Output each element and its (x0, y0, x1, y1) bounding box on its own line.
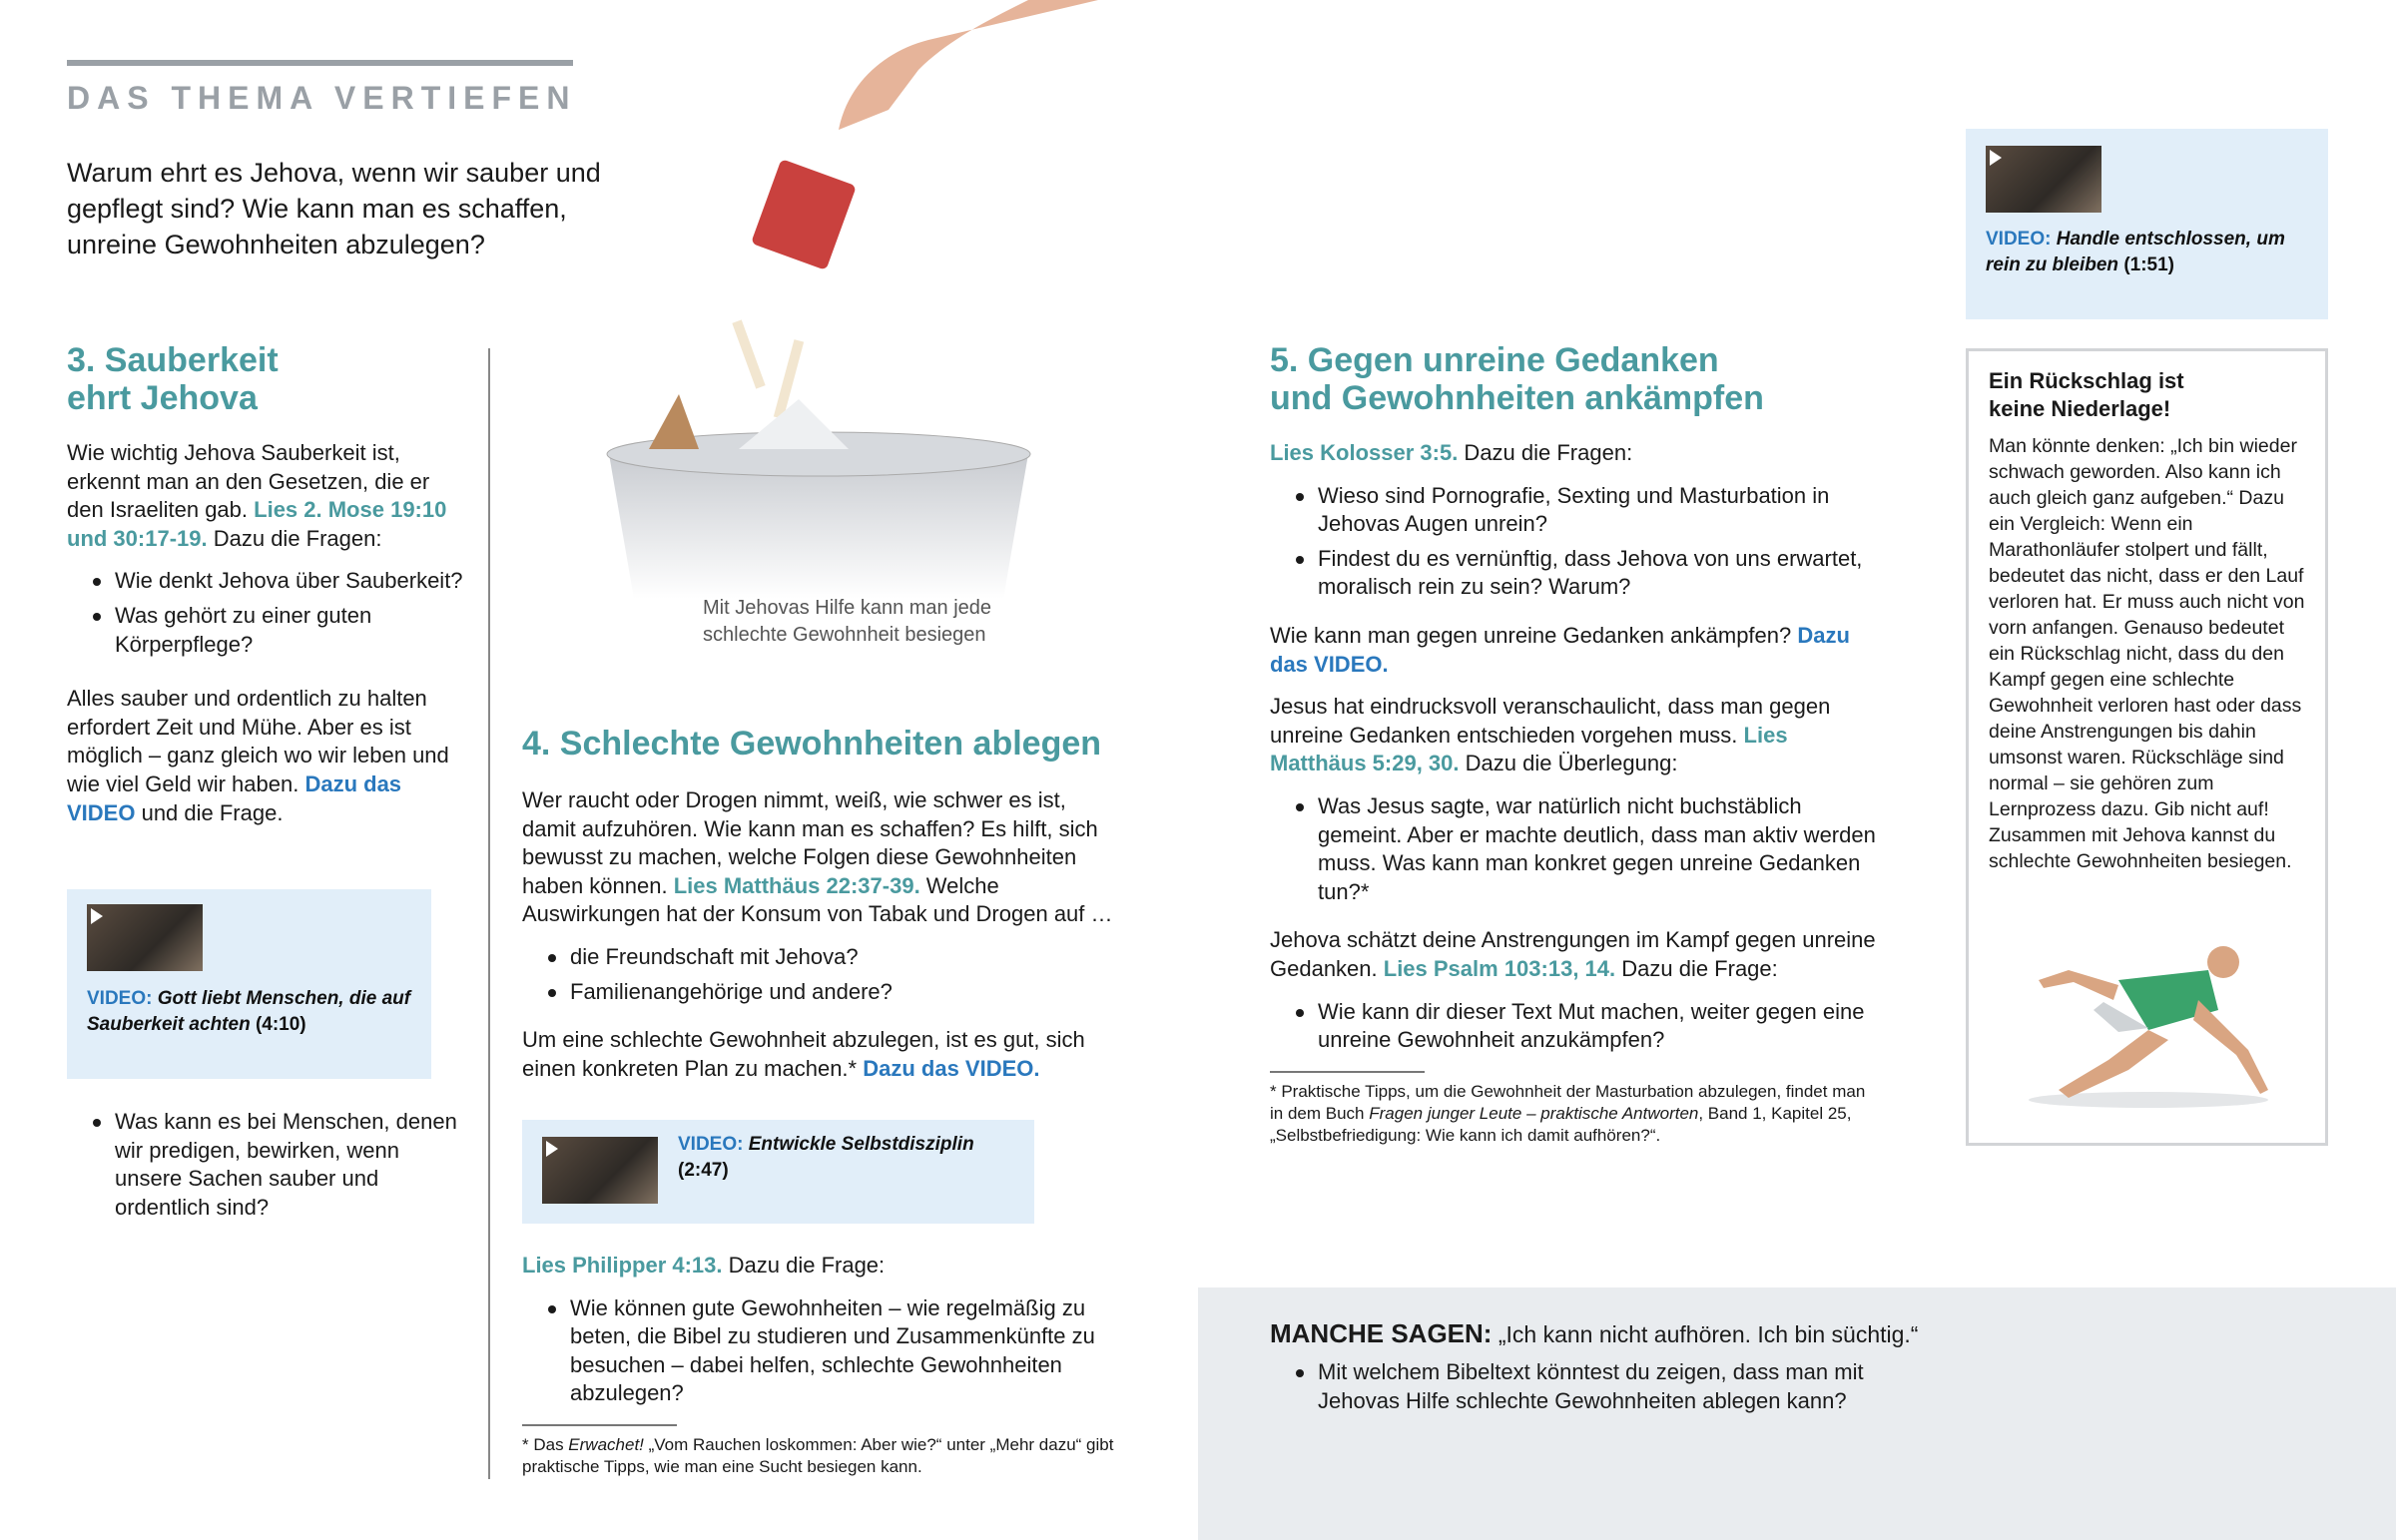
column-divider (488, 348, 490, 1479)
scripture-link[interactable]: Lies Matthäus 5:29, 30. (1270, 722, 1788, 776)
footnote: * Praktische Tipps, um die Gewohnheit der Masturbation abzulegen, findet man in dem Buch Fragen junger Leute – praktische Antworten, Band 1, Kapitel 25, „Selbstbefriedigung: Wie kann ich damit aufhören?“. (1270, 1081, 1866, 1145)
footnote-rule (1270, 1071, 1425, 1073)
video-link[interactable]: Dazu das VIDEO. (1270, 622, 1850, 677)
play-icon (546, 1141, 558, 1157)
paragraph: Jehova schätzt deine Anstrengungen im Kampf gegen unreine Gedanken. Lies Psalm 103:13, 14. Dazu die Frage: (1270, 927, 1876, 981)
question-list (522, 943, 1121, 1006)
video-link[interactable]: Dazu das VIDEO (67, 770, 402, 825)
list-item: die Freundschaft mit Jehova? (522, 943, 1121, 972)
section-3 (67, 341, 466, 841)
cigarette-pack-icon (751, 159, 857, 270)
scripture-link[interactable]: Lies 2. Mose 19:10 und 30:17-19. (67, 497, 447, 551)
intro-question: Warum ehrt es Jehova, wenn wir sauber und gepflegt sind? Wie kann man es schaffen, unreine Gewohnheiten abzulegen? (67, 158, 601, 259)
manche-sagen-line: MANCHE SAGEN: „Ich kann nicht aufhören. Ich bin süchtig.“ (1270, 1318, 1919, 1348)
question-list (1270, 1358, 1949, 1415)
list-item: Wie denkt Jehova über Sauberkeit? (67, 567, 466, 596)
play-icon (91, 908, 103, 924)
play-icon (1990, 150, 2002, 166)
video-link[interactable]: Dazu das VIDEO. (863, 1055, 1040, 1081)
paragraph: Wer raucht oder Drogen nimmt, weiß, wie schwer es ist, damit aufzuhören. Wie kann man es schaffen? Es hilft, sich bewusst zu machen, welche Folgen diese Gewohnheiten haben können. Lies Matthäus 22:37-39. Welche Auswirkungen hat der Konsum von Tabak und Drogen auf … (522, 787, 1113, 927)
video-caption: VIDEO: Handle entschlossen, um rein zu bleiben (1:51) (1986, 229, 2285, 275)
paragraph: Wie kann man gegen unreine Gedanken ankämpfen? Dazu das VIDEO. (1270, 622, 1850, 677)
paragraph: Wie wichtig Jehova Sauberkeit ist, erkennt man an den Gesetzen, die er den Israeliten gab. Lies 2. Mose 19:10 und 30:17-19. Dazu die Fragen: (67, 440, 447, 551)
question-list (67, 567, 466, 659)
video-thumbnail[interactable] (87, 904, 203, 971)
scripture-link[interactable]: Lies Kolosser 3:5. (1270, 440, 1459, 465)
list-item: Wieso sind Pornografie, Sexting und Masturbation in Jehovas Augen unrein? (1270, 482, 1879, 539)
video-card-sauberkeit[interactable] (67, 889, 431, 1079)
video-card-rein-bleiben[interactable] (1966, 129, 2328, 319)
header-rule (67, 60, 573, 66)
section-5-title: 5. Gegen unreine Gedanken und Gewohnheiten ankämpfen (1270, 341, 1764, 417)
image-caption: Mit Jehovas Hilfe kann man jede schlechte Gewohnheit besiegen (703, 597, 992, 646)
list-item: Findest du es vernünftig, dass Jehova von uns erwartet, moralisch rein zu sein? Warum? (1270, 545, 1879, 602)
question-list (1270, 482, 1879, 602)
paragraph: Um eine schlechte Gewohnheit abzulegen, ist es gut, sich einen konkreten Plan zu machen.* Dazu das VIDEO. (522, 1027, 1085, 1081)
footnote-rule (522, 1424, 677, 1426)
sidebar-title: Ein Rückschlag ist keine Niederlage! (1989, 368, 2184, 421)
video-caption: VIDEO: Entwickle Selbstdisziplin (2:47) (678, 1134, 974, 1181)
scripture-link[interactable]: Lies Matthäus 22:37-39. (673, 872, 920, 898)
section-5 (1270, 341, 1879, 1147)
list-item: Was kann es bei Menschen, denen wir predigen, bewirken, wenn unsere Sachen sauber und ordentlich sind? (67, 1108, 466, 1222)
paragraph: Jesus hat eindrucksvoll veranschaulicht, dass man gegen unreine Gedanken entschieden vorgehen muss. Lies Matthäus 5:29, 30. Dazu die Überlegung: (1270, 694, 1831, 776)
hand-icon (839, 0, 1098, 130)
section-3-title: 3. Sauberkeit ehrt Jehova (67, 341, 279, 417)
video-caption: VIDEO: Gott liebt Menschen, die auf Sauberkeit achten (4:10) (87, 988, 411, 1035)
trash-illustration (589, 0, 1108, 599)
list-item: Was Jesus sagte, war natürlich nicht buchstäblich gemeint. Aber er machte deutlich, dass man aktiv werden muss. Was kann man konkret gegen unreine Gedanken tun?* (1270, 792, 1879, 906)
video-thumbnail[interactable] (1986, 146, 2101, 213)
scripture-link[interactable]: Lies Philipper 4:13. (522, 1253, 723, 1278)
manche-sagen-panel (1198, 1287, 2396, 1540)
list-item: Wie können gute Gewohnheiten – wie regelmäßig zu beten, die Bibel zu studieren und Zusammenkünfte zu besuchen – dabei helfen, schlechte Gewohnheiten abzulegen? (522, 1294, 1121, 1408)
paragraph: Lies Kolosser 3:5. Dazu die Fragen: (1270, 440, 1633, 465)
list-item: Was gehört zu einer guten Körperpflege? (67, 602, 466, 659)
runner-illustration (1999, 940, 2288, 1115)
list-item: Wie kann dir dieser Text Mut machen, weiter gegen eine unreine Gewohnheit anzukämpfen? (1270, 998, 1879, 1055)
paragraph: Lies Philipper 4:13. Dazu die Frage: (522, 1253, 886, 1278)
question-list (67, 1108, 466, 1228)
video-thumbnail[interactable] (542, 1137, 658, 1204)
list-item: Mit welchem Bibeltext könntest du zeigen, dass man mit Jehovas Hilfe schlechte Gewohnheiten ablegen kann? (1270, 1358, 1949, 1415)
section-4-title: 4. Schlechte Gewohnheiten ablegen (522, 725, 1102, 763)
section-kicker: DAS THEMA VERTIEFEN (67, 80, 577, 116)
scripture-link[interactable]: Lies Psalm 103:13, 14. (1383, 955, 1616, 981)
video-card-selbstdisziplin[interactable] (522, 1120, 1034, 1224)
paragraph: Alles sauber und ordentlich zu halten erfordert Zeit und Mühe. Aber es ist möglich – ganz gleich wo wir leben und wie viel Geld wir haben. Dazu das VIDEO und die Frage. (67, 686, 449, 825)
question-list (1270, 792, 1879, 906)
footnote: * Das Erwachet! „Vom Rauchen loskommen: Aber wie?“ unter „Mehr dazu“ gibt praktische Tipps, wie man eine Sucht besiegen kann. (522, 1434, 1114, 1476)
list-item: Familienangehörige und andere? (522, 978, 1121, 1007)
question-list (1270, 998, 1879, 1055)
question-list (522, 1294, 1121, 1408)
sidebar-box (1966, 348, 2328, 1146)
section-4 (522, 725, 1121, 1097)
sidebar-body: Man könnte denken: „Ich bin wieder schwach geworden. Also kann ich auch gleich ganz aufgeben.“ Dazu ein Vergleich: Wenn ein Marathonläufer stolpert und fällt, bedeutet das nicht, dass er den Lauf verloren hat. Er muss auch nicht von vorn anfangen. Genauso bedeutet ein Rückschlag nicht, dass du den Kampf gegen eine schlechte Gewohnheit verloren hast oder dass deine Anstrengungen bis dahin umsonst waren. Rückschläge sind normal – sie gehören zum Lernprozess dazu. Gib nicht auf! Zusammen mit Jehova kannst du schlechte Gewohnheiten besiegen. (1989, 435, 2305, 872)
